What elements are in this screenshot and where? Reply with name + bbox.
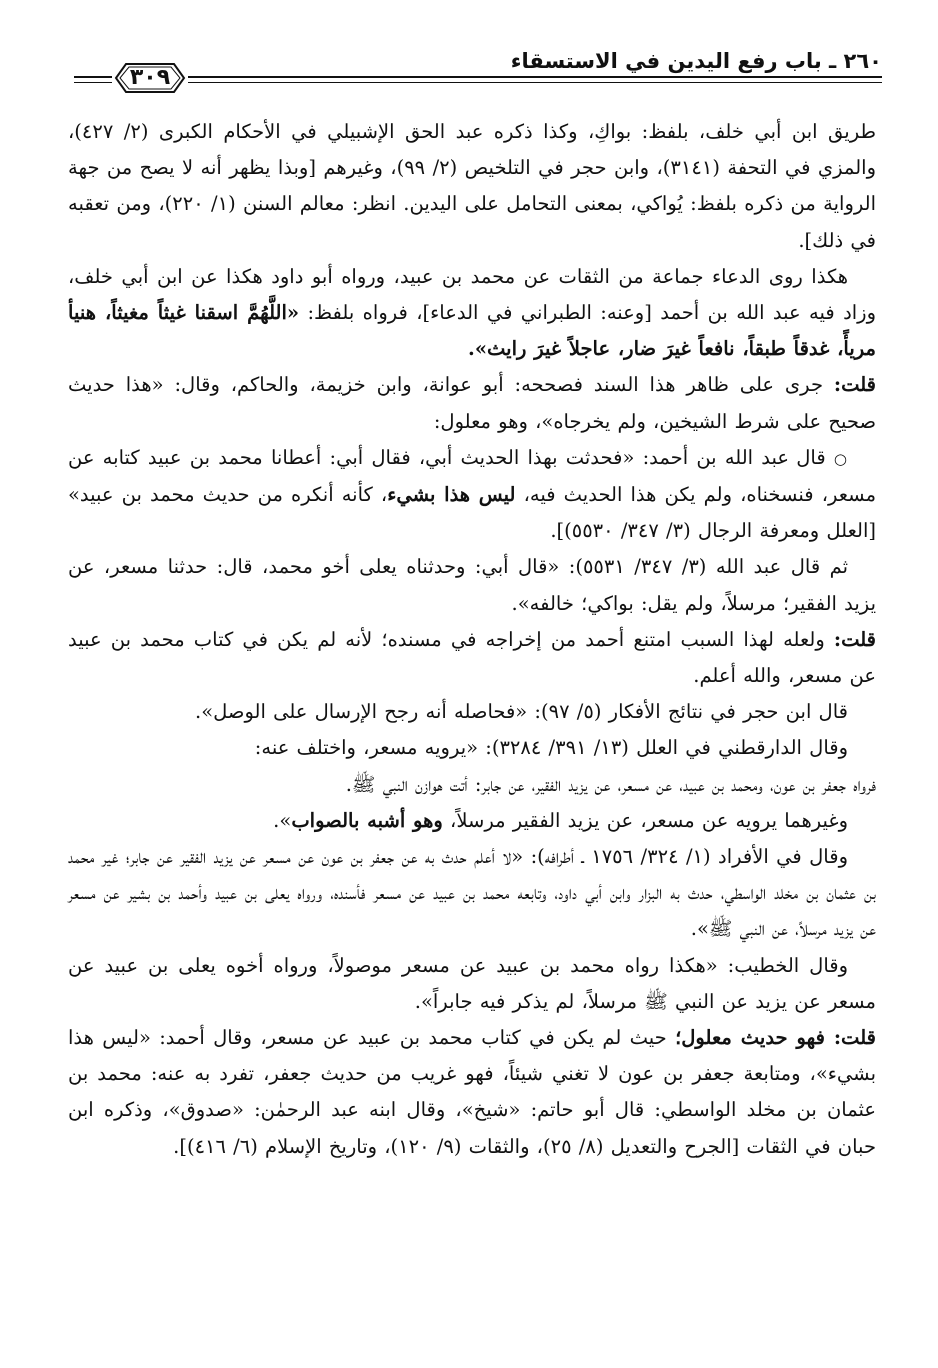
paragraph-text: ، كأنه أنكره من حديث محمد بن عبيد» [العلل ومعرفة الرجال (٣/ ٣٤٧/ ٥٥٣٠)]. (68, 483, 876, 543)
emphasis-text: وهو أشبه بالصواب (291, 808, 443, 832)
paragraph (68, 767, 876, 803)
paragraph-text: فرواه جعفر بن عون، ومحمد بن عبيد، عن مسعر، عن يزيد الفقير، عن جابر: أتت هوازن النبي ﷺ. (345, 772, 876, 796)
paragraph-text: جرى على ظاهر هذا السند فصححه: أبو عوانة، وابن خزيمة، والحاكم، وقال: «هذا حديث صحيح على شرط الشيخين، ولم يخرجاه»، وهو معلول: (68, 373, 876, 433)
paragraph-text: هكذا روى الدعاء جماعة من الثقات عن محمد بن عبيد، ورواه أبو داود هكذا عن ابن أبي خلف، وزاد فيه عبد الله بن أحمد [وعنه: الطبراني في الدعاء]، فرواه بلفظ: (68, 264, 877, 325)
emphasis-text: ليس هذا بشيء (387, 483, 516, 507)
header-rule-thin (188, 82, 882, 83)
chapter-title: ٢٦٠ ـ باب رفع اليدين في الاستسقاء (510, 49, 882, 73)
paragraph-text: ولعله لهذا السبب امتنع أحمد من إخراجه في مسنده؛ لأنه لم يكن في كتاب محمد بن عبيد عن مسعر، والله أعلم. (68, 627, 876, 688)
paragraph (68, 1020, 876, 1165)
header-rule-left-thin (74, 82, 112, 83)
qultu-label: قلت: (833, 627, 876, 651)
page-header (70, 46, 882, 94)
paragraph (68, 114, 876, 259)
paragraph-text: ثم قال عبد الله (٣/ ٣٤٧/ ٥٥٣١): «قال أبي: وحدثناه يعلى أخو محمد، قال: حدثنا مسعر، عن يزيد الفقير؛ مرسلاً، ولم يقل: بواكي؛ خالفه». (68, 555, 876, 615)
paragraph-text: طريق ابن أبي خلف، بلفظ: بواكِ، وكذا ذكره عبد الحق الإشبيلي في الأحكام الكبرى (٢/ ٤٢٧)، والمزي في التحفة (٣١٤١)، وابن حجر في التلخيص (٢/ ٩٩)، وغيرهم [وبذا يظهر أنه لا يصح من جهة الرواية من ذكره بلفظ: يُواكي، بمعنى التحامل على اليدين. انظر: معالم السنن (١/ ٢٢٠)، ومن تعقبه في ذلك]. (68, 120, 876, 252)
paragraph (68, 839, 876, 948)
paragraph-text: وقال الخطيب: «هكذا رواه محمد بن عبيد عن مسعر موصولاً، ورواه أخوه يعلى بن عبيد عن مسعر عن يزيد عن النبي ﷺ مرسلاً، لم يذكر فيه جابراً». (68, 953, 876, 1013)
header-rule (188, 76, 882, 78)
main-text (68, 114, 876, 1165)
paragraph (68, 948, 876, 1020)
header-rule-left (74, 76, 112, 78)
paragraph-text: قال ابن حجر في نتائج الأفكار (٥/ ٩٧): «فحاصله أنه رجح الإرسال على الوصل». (195, 700, 848, 724)
paragraph (68, 730, 876, 766)
page-number: ٣٠٩ (129, 65, 171, 90)
paragraph-text: قال عبد الله بن أحمد: «فحدثت بهذا الحديث أبي، فقال أبي: أعطانا محمد بن عبيد كتابه عن مسعر، فنسخناه، ولم يكن هذا الحديث فيه، (68, 445, 877, 507)
paragraph (68, 803, 876, 839)
page-number-badge (112, 59, 188, 97)
paragraph (68, 367, 876, 439)
paragraph (68, 694, 876, 730)
paragraph (68, 549, 876, 621)
hadith-text: «اللَّهُمَّ اسقنا غيثاً مغيثاً، هنيأ مريأً، غدقاً طبقاً، نافعاً غيرَ ضار، عاجلاً غيرَ رايث». (68, 301, 876, 361)
paragraph-text: وقال الدارقطني في العلل (١٣/ ٣٩١/ ٣٢٨٤): «يرويه مسعر، واختلف عنه: (254, 736, 848, 760)
qultu-label: قلت: فهو حديث معلول؛ (675, 1026, 876, 1050)
paragraph-text: وغيرهما يرويه عن مسعر، عن يزيد الفقير مرسلاً، (450, 808, 848, 832)
paragraph (68, 622, 876, 694)
paragraph (68, 259, 876, 368)
qultu-label: قلت: (833, 373, 876, 397)
circle-bullet-icon: ○ (833, 449, 849, 468)
paragraph (68, 440, 876, 550)
paragraph-text: وقال في الأفراد (١/ ٣٢٤/ ١٧٥٦ ـ أطرافه): «لا أعلم حدث به عن جعفر بن عون عن مسعر عن يزيد الفقير عن جابر؛ غير محمد بن عثمان بن مخلد الواسطي، حدث به البزار وابن أبي داود، وتابعه محمد بن عبيد عن مسعر فأسنده، ورواه يعلى بن عبيد وأحمد بن بشير عن مسعر عن يزيد مرسلاً، عن النبي ﷺ». (68, 845, 876, 941)
paragraph-text: ». (273, 808, 292, 832)
paragraph-text: حيث لم يكن في كتاب محمد بن عبيد عن مسعر، وقال أحمد: «ليس هذا بشيء»، ومتابعة جعفر بن عون لا تغني شيئاً، فهو غريب من حديث جعفر، تفرد به عنه: محمد بن عثمان بن مخلد الواسطي: قال أبو حاتم: «شيخ»، وقال ابنه عبد الرحمٰن: «صدوق»، وذكره ابن حبان في الثقات [الجرح والتعديل (٨/ ٢٥)، والثقات (٩/ ١٢٠)، وتاريخ الإسلام (٦/ ٤١٦)]. (68, 1026, 876, 1158)
